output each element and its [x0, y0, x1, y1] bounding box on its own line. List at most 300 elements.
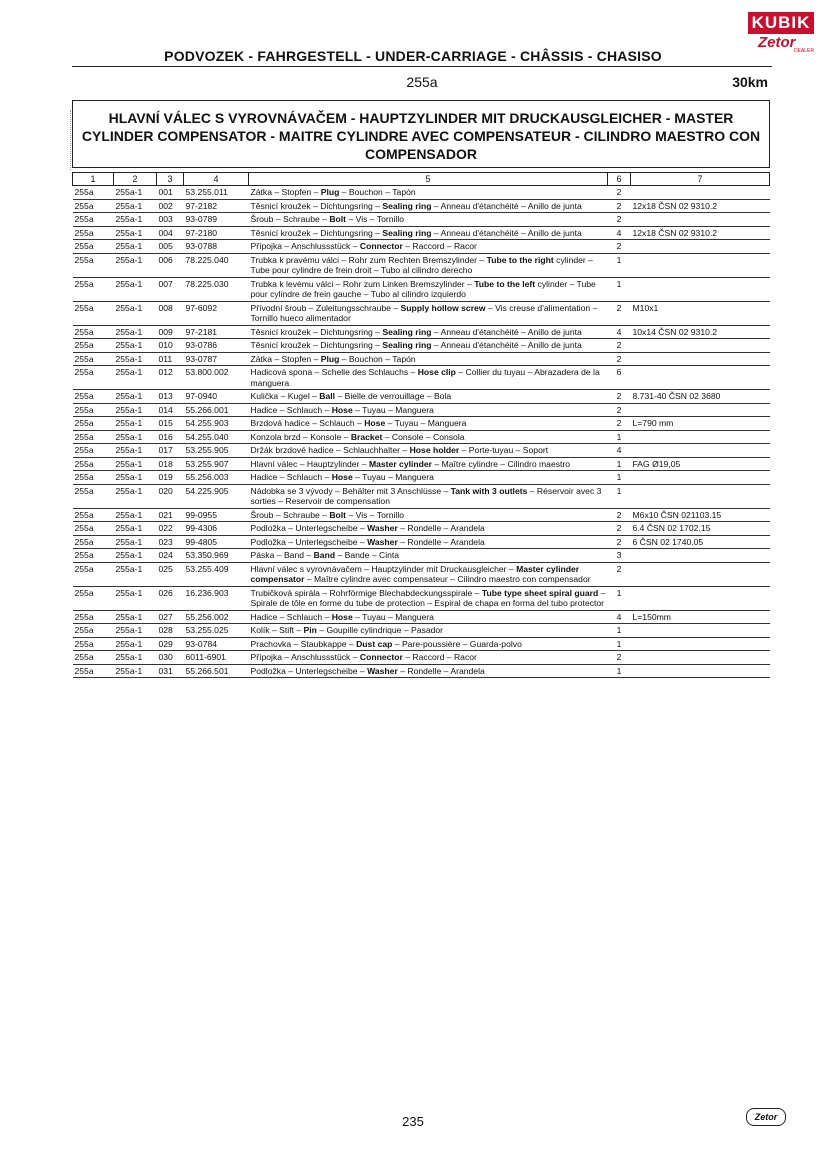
description-part: – Vis – Tornillo — [346, 214, 405, 224]
description-part: Supply hollow screw — [400, 302, 486, 313]
row-quantity-cell: 4 — [608, 444, 631, 458]
row-position-cell: 015 — [157, 417, 184, 431]
row-description-cell — [249, 586, 608, 610]
row-part-number-cell: 53.255.011 — [184, 186, 249, 200]
row-position-cell: 031 — [157, 664, 184, 678]
row-note-cell: 6 ČSN 02 1740.05 — [631, 535, 770, 549]
row-quantity-cell: 2 — [608, 417, 631, 431]
table-row — [73, 624, 770, 638]
row-note-cell — [631, 562, 770, 586]
description-part: Páska – Band – — [250, 550, 314, 560]
description-part: Těsnicí kroužek – Dichtungsring – — [250, 227, 383, 238]
table-row — [73, 417, 770, 431]
table-row — [73, 325, 770, 339]
row-description-cell — [249, 366, 608, 390]
row-note-cell — [631, 484, 770, 508]
description-part: Sealing ring — [382, 200, 432, 211]
description-part: Tube to the left — [474, 278, 536, 289]
row-subgroup-cell: 255a-1 — [114, 403, 157, 417]
description-part: – Raccord – Racor — [402, 652, 477, 662]
speed-label: 30km — [732, 74, 768, 90]
row-position-cell: 022 — [157, 522, 184, 536]
row-description-cell — [249, 277, 608, 301]
row-part-number-cell: 97-2181 — [184, 325, 249, 339]
row-subgroup-cell: 255a-1 — [114, 339, 157, 353]
table-row — [73, 637, 770, 651]
description-part: – Maître cylindre – Cilindro maestro — [432, 458, 571, 469]
description-part: Plug — [320, 353, 340, 364]
row-description-cell — [249, 226, 608, 240]
row-quantity-cell: 1 — [608, 664, 631, 678]
row-group-cell: 255a — [73, 403, 114, 417]
table-row — [73, 213, 770, 227]
description-part: Hadice – Schlauch – — [250, 472, 332, 482]
row-note-cell — [631, 651, 770, 665]
description-part: Master cylinder — [368, 458, 433, 469]
table-row — [73, 508, 770, 522]
row-quantity-cell: 1 — [608, 457, 631, 471]
row-note-cell — [631, 586, 770, 610]
description-part: Konzola brzd – Konsole – — [250, 431, 351, 442]
row-position-cell: 014 — [157, 403, 184, 417]
row-subgroup-cell: 255a-1 — [114, 508, 157, 522]
row-note-cell: L=790 mm — [631, 417, 770, 431]
description-part: cylinder – Tube pour cylindre de frein droit – Tubo al cilindro derecho — [250, 254, 593, 275]
column-header: 3 — [157, 173, 184, 186]
row-subgroup-cell: 255a-1 — [114, 390, 157, 404]
description-part: – Tuyau – Manguera — [352, 611, 434, 622]
row-part-number-cell: 78.225.030 — [184, 277, 249, 301]
row-part-number-cell: 53.255.409 — [184, 562, 249, 586]
row-note-cell: 6.4 ČSN 02 1702.15 — [631, 522, 770, 536]
table-row — [73, 457, 770, 471]
row-description-cell — [249, 549, 608, 563]
row-description-cell — [249, 403, 608, 417]
description-part: Band — [313, 550, 336, 560]
parts-table-body — [73, 186, 770, 678]
row-group-cell: 255a — [73, 522, 114, 536]
row-subgroup-cell: 255a-1 — [114, 586, 157, 610]
kubik-logo-text: KUBIK — [748, 12, 814, 34]
row-group-cell: 255a — [73, 562, 114, 586]
row-subgroup-cell: 255a-1 — [114, 610, 157, 624]
row-part-number-cell: 6011-6901 — [184, 651, 249, 665]
description-part: – Rondelle – Arandela — [397, 536, 485, 547]
row-part-number-cell: 53.255.907 — [184, 457, 249, 471]
row-description-cell — [249, 417, 608, 431]
row-part-number-cell: 53.350.969 — [184, 549, 249, 563]
description-part: Ball — [319, 391, 336, 401]
row-note-cell — [631, 213, 770, 227]
description-part: – Collier du tuyau – Abrazadera de la manguera — [250, 367, 600, 388]
row-quantity-cell: 2 — [608, 240, 631, 254]
row-group-cell: 255a — [73, 213, 114, 227]
description-part: Washer — [367, 523, 398, 533]
section-title: HLAVNÍ VÁLEC S VYROVNÁVAČEM - HAUPTZYLINDER MIT DRUCKAUSGLEICHER - MASTER CYLINDER COMPENSATOR - MAITRE CYLINDRE AVEC COMPENSATEUR - CILINDRO MAESTRO CON COMPENSADOR — [81, 110, 761, 162]
description-part: Těsnicí kroužek – Dichtungsring – — [250, 200, 383, 211]
description-part: Hose — [331, 611, 353, 622]
description-part: Přípojka – Anschlussstück – — [250, 652, 360, 662]
row-group-cell: 255a — [73, 610, 114, 624]
description-part: Kulička – Kugel – — [250, 391, 320, 401]
row-quantity-cell: 2 — [608, 522, 631, 536]
row-quantity-cell: 4 — [608, 610, 631, 624]
row-description-cell — [249, 624, 608, 638]
row-quantity-cell: 1 — [608, 277, 631, 301]
row-group-cell: 255a — [73, 471, 114, 485]
group-code: 255a — [406, 74, 438, 90]
row-quantity-cell: 1 — [608, 430, 631, 444]
table-row — [73, 549, 770, 563]
row-description-cell — [249, 508, 608, 522]
zetor-footer-logo: Zetor — [746, 1108, 786, 1126]
description-part: Tank with 3 outlets — [450, 485, 528, 496]
row-subgroup-cell: 255a-1 — [114, 562, 157, 586]
row-position-cell: 010 — [157, 339, 184, 353]
column-header: 1 — [73, 173, 114, 186]
description-part: Hose holder — [409, 445, 460, 455]
row-note-cell — [631, 277, 770, 301]
row-position-cell: 020 — [157, 484, 184, 508]
column-header: 7 — [631, 173, 770, 186]
row-group-cell: 255a — [73, 484, 114, 508]
row-note-cell — [631, 186, 770, 200]
description-part: – Maître cylindre avec compensateur – Cilindro maestro con compensador — [304, 574, 591, 584]
description-part: Podložka – Unterlegscheibe – — [250, 536, 368, 547]
row-note-cell: 8.731-40 ČSN 02 3680 — [631, 390, 770, 404]
row-position-cell: 019 — [157, 471, 184, 485]
row-quantity-cell: 1 — [608, 624, 631, 638]
row-subgroup-cell: 255a-1 — [114, 430, 157, 444]
row-note-cell — [631, 444, 770, 458]
row-description-cell — [249, 664, 608, 678]
description-part: Connector — [359, 652, 403, 662]
row-part-number-cell: 99-4805 — [184, 535, 249, 549]
row-position-cell: 009 — [157, 325, 184, 339]
row-note-cell — [631, 549, 770, 563]
description-part: Bolt — [329, 509, 347, 520]
row-part-number-cell: 97-0940 — [184, 390, 249, 404]
description-part: Bolt — [329, 214, 347, 224]
parts-table — [72, 172, 770, 678]
row-group-cell: 255a — [73, 339, 114, 353]
row-quantity-cell: 2 — [608, 213, 631, 227]
row-position-cell: 028 — [157, 624, 184, 638]
row-subgroup-cell: 255a-1 — [114, 277, 157, 301]
row-position-cell: 024 — [157, 549, 184, 563]
row-position-cell: 026 — [157, 586, 184, 610]
description-part: Trubičková spirála – Rohrförmige Blechabdeckungsspirale – — [250, 587, 482, 598]
row-position-cell: 030 — [157, 651, 184, 665]
row-group-cell: 255a — [73, 277, 114, 301]
description-part: – Tuyau – Manguera — [352, 472, 434, 482]
row-description-cell — [249, 444, 608, 458]
description-part: Bracket — [350, 431, 383, 442]
description-part: – Tuyau – Manguera — [352, 404, 434, 415]
description-part: cylinder – Tube pour cylindre de frein gauche – Tubo al cilindro izquierdo — [250, 278, 596, 299]
description-part: Těsnicí kroužek – Dichtungsring – — [250, 326, 383, 337]
page-number: 235 — [402, 1114, 424, 1129]
row-subgroup-cell: 255a-1 — [114, 664, 157, 678]
row-subgroup-cell: 255a-1 — [114, 366, 157, 390]
row-note-cell: M10x1 — [631, 301, 770, 325]
row-quantity-cell: 2 — [608, 535, 631, 549]
dealer-logo-text: DEALER — [794, 48, 815, 54]
row-description-cell — [249, 651, 608, 665]
row-note-cell — [631, 339, 770, 353]
row-part-number-cell: 97-6092 — [184, 301, 249, 325]
description-part: Connector — [359, 241, 403, 251]
row-description-cell — [249, 186, 608, 200]
row-description-cell — [249, 199, 608, 213]
row-description-cell — [249, 253, 608, 277]
row-subgroup-cell: 255a-1 — [114, 199, 157, 213]
description-part: Držák brzdové hadice – Schlauchhalter – — [250, 445, 410, 455]
description-part: Nádobka se 3 vývody – Behälter mit 3 Anschlüsse – — [250, 485, 451, 496]
row-part-number-cell: 55.266.501 — [184, 664, 249, 678]
table-row — [73, 226, 770, 240]
row-position-cell: 029 — [157, 637, 184, 651]
description-part: Plug — [320, 187, 340, 197]
description-part: Hadicová spona – Schelle des Schlauchs – — [250, 367, 418, 377]
row-description-cell — [249, 352, 608, 366]
row-note-cell: M6x10 ČSN 021103.15 — [631, 508, 770, 522]
row-description-cell — [249, 535, 608, 549]
description-part: Zátka – Stopfen – — [250, 187, 321, 197]
row-subgroup-cell: 255a-1 — [114, 352, 157, 366]
row-description-cell — [249, 325, 608, 339]
page-header-title: PODVOZEK - FAHRGESTELL - UNDER-CARRIAGE - CHÂSSIS - CHASISO — [164, 48, 662, 64]
description-part: Zátka – Stopfen – — [250, 353, 321, 364]
row-quantity-cell: 1 — [608, 471, 631, 485]
zetor-logo-text: Zetor — [758, 34, 796, 51]
description-part: Hlavní válec s vyrovnávačem – Hauptzylinder mit Druckausgleicher – — [250, 563, 517, 574]
row-position-cell: 023 — [157, 535, 184, 549]
table-row — [73, 352, 770, 366]
description-part: Hose — [364, 418, 386, 428]
row-subgroup-cell: 255a-1 — [114, 240, 157, 254]
description-part: Přívodní šroub – Zuleitungsschraube – — [250, 302, 401, 313]
row-subgroup-cell: 255a-1 — [114, 549, 157, 563]
description-part: – Anneau d'étanchéité – Anillo de junta — [431, 200, 582, 211]
row-quantity-cell: 4 — [608, 226, 631, 240]
row-quantity-cell: 3 — [608, 549, 631, 563]
row-note-cell — [631, 624, 770, 638]
row-subgroup-cell: 255a-1 — [114, 457, 157, 471]
row-subgroup-cell: 255a-1 — [114, 535, 157, 549]
row-note-cell: FAG Ø19,05 — [631, 457, 770, 471]
row-position-cell: 007 — [157, 277, 184, 301]
row-position-cell: 025 — [157, 562, 184, 586]
table-row — [73, 586, 770, 610]
description-part: – Bielle de verrouillage – Bola — [335, 391, 452, 401]
row-part-number-cell: 97-2182 — [184, 199, 249, 213]
description-part: – Anneau d'étanchéité – Anillo de junta — [431, 227, 582, 238]
row-position-cell: 001 — [157, 186, 184, 200]
table-row — [73, 366, 770, 390]
row-part-number-cell: 93-0787 — [184, 352, 249, 366]
row-part-number-cell: 93-0789 — [184, 213, 249, 227]
row-quantity-cell: 2 — [608, 390, 631, 404]
description-part: – Bande – Cinta — [335, 550, 400, 560]
description-part: Trubka k levému válci – Rohr zum Linken Bremszylinder – — [250, 278, 475, 289]
table-row — [73, 430, 770, 444]
row-subgroup-cell: 255a-1 — [114, 325, 157, 339]
row-group-cell: 255a — [73, 508, 114, 522]
column-header: 2 — [114, 173, 157, 186]
row-position-cell: 013 — [157, 390, 184, 404]
row-subgroup-cell: 255a-1 — [114, 186, 157, 200]
row-quantity-cell: 2 — [608, 199, 631, 213]
row-quantity-cell: 2 — [608, 508, 631, 522]
row-position-cell: 004 — [157, 226, 184, 240]
row-note-cell: 12x18 ČSN 02 9310.2 — [631, 199, 770, 213]
table-row — [73, 240, 770, 254]
description-part: Master cylinder compensator — [250, 563, 580, 584]
row-description-cell — [249, 562, 608, 586]
row-description-cell — [249, 471, 608, 485]
row-position-cell: 003 — [157, 213, 184, 227]
description-part: Brzdová hadice – Schlauch – — [250, 418, 365, 428]
row-subgroup-cell: 255a-1 — [114, 226, 157, 240]
row-group-cell: 255a — [73, 457, 114, 471]
row-part-number-cell: 97-2180 — [184, 226, 249, 240]
row-group-cell: 255a — [73, 186, 114, 200]
description-part: Prachovka – Staubkappe – — [250, 638, 357, 649]
section-title-box — [72, 100, 770, 168]
column-header: 6 — [608, 173, 631, 186]
row-note-cell — [631, 403, 770, 417]
row-description-cell — [249, 457, 608, 471]
table-row — [73, 471, 770, 485]
description-part: – Réservoir avec 3 sorties – Reservoir de compensation — [250, 485, 602, 506]
row-group-cell: 255a — [73, 430, 114, 444]
table-row — [73, 562, 770, 586]
column-header: 5 — [249, 173, 608, 186]
row-group-cell: 255a — [73, 535, 114, 549]
description-part: Pin — [303, 625, 317, 635]
row-part-number-cell: 16.236.903 — [184, 586, 249, 610]
table-row — [73, 522, 770, 536]
row-group-cell: 255a — [73, 586, 114, 610]
row-group-cell: 255a — [73, 444, 114, 458]
row-part-number-cell: 53.255.025 — [184, 624, 249, 638]
description-part: – Spirale de tôle en forme du tube de protection – Espiral de chapa en forma del tubo protector — [250, 587, 606, 608]
description-part: Tube to the right — [486, 254, 554, 265]
row-part-number-cell: 54.225.905 — [184, 484, 249, 508]
row-quantity-cell: 1 — [608, 253, 631, 277]
row-group-cell: 255a — [73, 226, 114, 240]
description-part: Hose — [331, 404, 353, 415]
table-row — [73, 186, 770, 200]
table-row — [73, 664, 770, 678]
row-description-cell — [249, 213, 608, 227]
row-note-cell — [631, 240, 770, 254]
row-position-cell: 011 — [157, 352, 184, 366]
description-part: Přípojka – Anschlussstück – — [250, 241, 360, 251]
row-position-cell: 012 — [157, 366, 184, 390]
table-row — [73, 484, 770, 508]
description-part: Hose clip — [417, 367, 456, 377]
row-group-cell: 255a — [73, 417, 114, 431]
row-subgroup-cell: 255a-1 — [114, 213, 157, 227]
row-group-cell: 255a — [73, 352, 114, 366]
description-part: Těsnicí kroužek – Dichtungsring – — [250, 340, 383, 350]
row-group-cell: 255a — [73, 301, 114, 325]
table-row — [73, 199, 770, 213]
description-part: – Anneau d'étanchéité – Anillo de junta — [431, 326, 582, 337]
row-group-cell: 255a — [73, 549, 114, 563]
row-note-cell — [631, 430, 770, 444]
row-subgroup-cell: 255a-1 — [114, 651, 157, 665]
row-group-cell: 255a — [73, 199, 114, 213]
row-note-cell: 10x14 ČSN 02 9310.2 — [631, 325, 770, 339]
row-quantity-cell: 2 — [608, 403, 631, 417]
description-part: Sealing ring — [382, 227, 432, 238]
row-group-cell: 255a — [73, 390, 114, 404]
description-part: Sealing ring — [382, 340, 432, 350]
row-description-cell — [249, 522, 608, 536]
row-position-cell: 017 — [157, 444, 184, 458]
row-subgroup-cell: 255a-1 — [114, 484, 157, 508]
row-subgroup-cell: 255a-1 — [114, 637, 157, 651]
description-part: Hadice – Schlauch – — [250, 404, 332, 415]
description-part: – Porte-tuyau – Soport — [459, 445, 549, 455]
row-position-cell: 018 — [157, 457, 184, 471]
description-part: Sealing ring — [382, 326, 432, 337]
row-part-number-cell: 99-0955 — [184, 508, 249, 522]
description-part: Podložka – Unterlegscheibe – — [250, 523, 368, 533]
description-part: Šroub – Schraube – — [250, 214, 330, 224]
description-part: Dust cap — [356, 638, 393, 649]
row-group-cell: 255a — [73, 651, 114, 665]
row-note-cell — [631, 664, 770, 678]
row-part-number-cell: 54.255.040 — [184, 430, 249, 444]
column-header: 4 — [184, 173, 249, 186]
description-part: – Rondelle – Arandela — [397, 523, 485, 533]
row-description-cell — [249, 301, 608, 325]
row-position-cell: 002 — [157, 199, 184, 213]
row-position-cell: 016 — [157, 430, 184, 444]
row-note-cell: 12x18 ČSN 02 9310.2 — [631, 226, 770, 240]
header-divider — [72, 66, 772, 67]
row-group-cell: 255a — [73, 664, 114, 678]
table-row — [73, 610, 770, 624]
row-part-number-cell: 55.256.002 — [184, 610, 249, 624]
row-note-cell — [631, 471, 770, 485]
row-group-cell: 255a — [73, 624, 114, 638]
row-part-number-cell: 78.225.040 — [184, 253, 249, 277]
table-header-row — [73, 173, 770, 186]
row-quantity-cell: 2 — [608, 562, 631, 586]
row-note-cell — [631, 366, 770, 390]
description-part: – Raccord – Racor — [402, 241, 477, 251]
row-subgroup-cell: 255a-1 — [114, 471, 157, 485]
row-description-cell — [249, 484, 608, 508]
description-part: Trubka k pravému válci – Rohr zum Rechten Bremszylinder – — [250, 254, 487, 265]
table-row — [73, 301, 770, 325]
row-subgroup-cell: 255a-1 — [114, 301, 157, 325]
row-subgroup-cell: 255a-1 — [114, 624, 157, 638]
description-part: – Bouchon – Tapón — [339, 353, 416, 364]
description-part: Hadice – Schlauch – — [250, 611, 332, 622]
row-group-cell: 255a — [73, 366, 114, 390]
row-description-cell — [249, 610, 608, 624]
description-part: – Bouchon – Tapón — [339, 187, 416, 197]
row-part-number-cell: 93-0788 — [184, 240, 249, 254]
row-position-cell: 021 — [157, 508, 184, 522]
row-group-cell: 255a — [73, 240, 114, 254]
